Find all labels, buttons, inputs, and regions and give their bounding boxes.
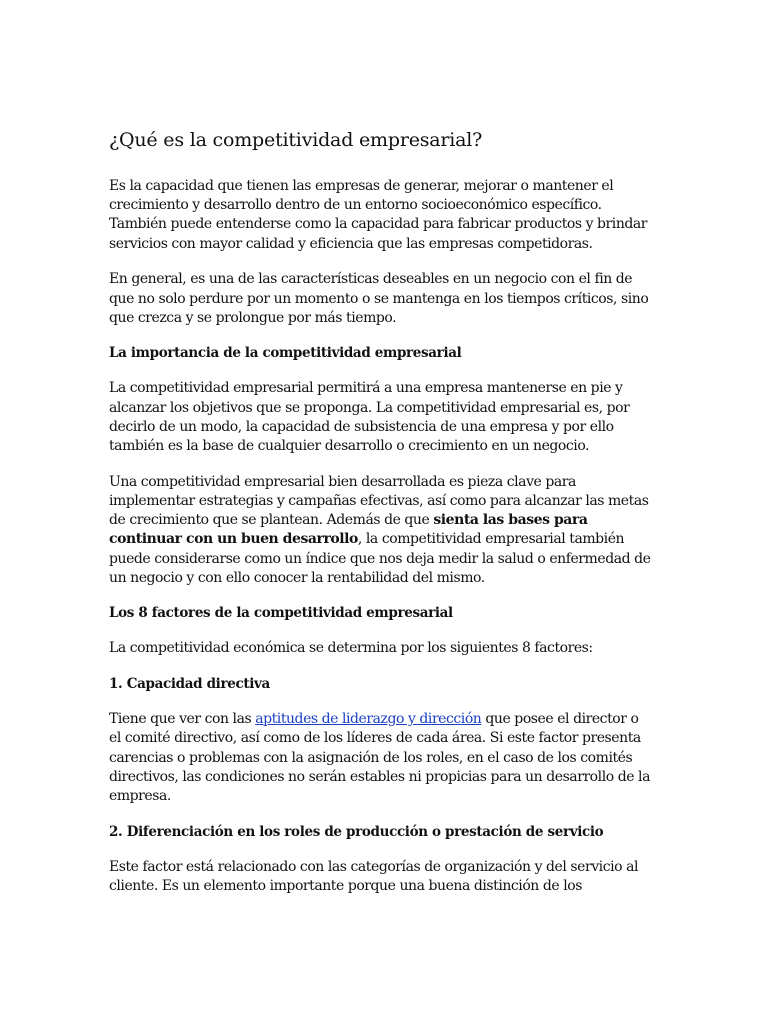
paragraph-factores-intro: La competitividad económica se determina por los siguientes 8 factores: bbox=[109, 640, 593, 657]
paragraph-diferenciacion: Este factor está relacionado con las categorías de organización y del servicio al cliente. Es un elemento importante porque una buena distinción de los bbox=[109, 858, 639, 894]
paragraph-capacidad-directiva bbox=[109, 710, 654, 806]
link-aptitudes-liderazgo[interactable]: aptitudes de liderazgo y dirección bbox=[255, 711, 482, 728]
document-page bbox=[109, 128, 654, 913]
paragraph-definition: Es la capacidad que tienen las empresas de generar, mejorar o mantener el crecimiento y desarrollo dentro de un entorno socioeconómico específico. También puede entenderse como la capacidad para fabricar productos y brindar servicios con mayor calidad y eficiencia que las empresas competidoras. bbox=[109, 178, 648, 252]
bold-phrase: sienta las bases para continuar con un buen desarrollo bbox=[109, 512, 588, 548]
section-heading-factores: Los 8 factores de la competitividad empresarial bbox=[109, 605, 453, 622]
section-heading-importancia: La importancia de la competitividad empresarial bbox=[109, 345, 462, 362]
paragraph-text: , la competitividad empresarial también puede considerarse como un índice que nos deja medir la salud o enfermedad de un negocio y con ello conocer la rentabilidad del mismo. bbox=[109, 531, 651, 586]
page-title: ¿Qué es la competitividad empresarial? bbox=[109, 129, 483, 151]
paragraph-importancia: La competitividad empresarial permitirá a una empresa mantenerse en pie y alcanzar los objetivos que se proponga. La competitividad empresarial es, por decirlo de un modo, la capacidad de subsistencia de una empresa y por ello también es la base de cualquier desarrollo o crecimiento en un negocio. bbox=[109, 380, 630, 455]
factor-heading-1: 1. Capacidad directiva bbox=[109, 676, 270, 693]
paragraph-text: Una competitividad empresarial bien desarrollada es pieza clave para implementar estrategias y campañas efectivas, así como para alcanzar las metas de crecimiento que se plantean. Además de que bbox=[109, 473, 649, 529]
paragraph-general: En general, es una de las características deseables en un negocio con el fin de que no solo perdure por un momento o se mantenga en los tiempos críticos, sino que crezca y se prolongue por más tiempo. bbox=[109, 271, 649, 326]
paragraph-text: Tiene que ver con las bbox=[109, 711, 256, 728]
factor-heading-2: 2. Diferenciación en los roles de producción o prestación de servicio bbox=[109, 823, 604, 840]
paragraph-desarrollo bbox=[109, 473, 654, 588]
paragraph-text: que posee el director o el comité directivo, así como de los líderes de cada área. Si este factor presenta carencias o problemas con la asignación de los roles, en el caso de los comités directivos, las condiciones no serán estables ni propicias para un desarrollo de la empresa. bbox=[109, 711, 650, 804]
